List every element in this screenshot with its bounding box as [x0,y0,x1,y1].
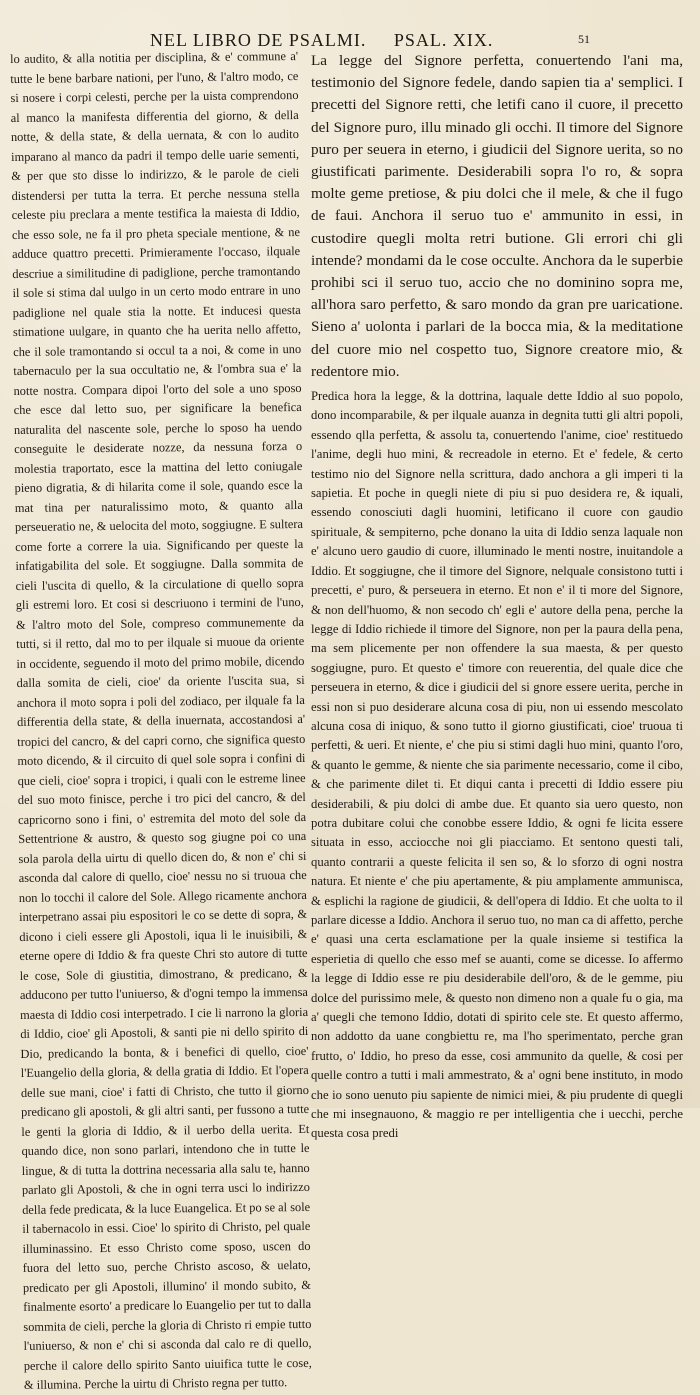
left-commentary-text: lo audito, & alla notitia per disciplina, & e' commune a' tutte le bene barbare nationi, per l'uno, & l'altro modo, ce si nosere i corpi celesti, perche per la uista comprendono al manco la manifesta differentia del giorno, & della notte, & della state, & della uernata, & con lo audito imparano al manco da padri il tempo delle uarie sementi, & per que sto disse lo indirizzo, & le parole de cieli distendersi per tutta la terra. Et perche nessuna stella celeste piu preclara a mente testifica la maiesta di Iddio, che esso sole, ne fa il pro pheta speciale mentione, & ne adduce quattro precetti. Primieramente l'occaso, ilquale descriue a similitudine di padiglione, perche tramontando il sole si stima dal uulgo in un certo modo entrare in uno padiglione nel quale stia la notte. Et inducesi questa stimatione uulgare, in quanto che ha uerita nello affetto, che il sole tramontando si occul ta a noi, & come in uno tabernaculo per la sua occultatio ne, & l'ombra sua e' la notte nostra. Compara dipoi l'orto del sole a uno sposo che esce dal letto suo, per significare la benefica naturalita del nascente sole, perche lo sposo ha uendo conseguite le desiderate nozze, da nessuna forza o molestia traportato, esce la mattina del letto coniugale pieno digratia, & di hilarita come il sole, quando esce la mat tina per naturalissimo moto, & quanto alla perseueratio ne, & uelocita del moto, soggiugne. E sultera come forte a correre la uia. Significando per queste la infatigabilita del sole. Et soggiugne. Dalla sommita de cieli l'uscita di quello, & la circulatione di quello sopra gli estremi loro. Et cosi si descriuono i termini de l'uno, & l'altro moto del Sole, compreso communemente da tutti, si il retto, dal mo to per ilquale si muoue da oriente in occidente, seguendo il moto del primo mobile, dicendo dalla somita de cieli, cioe' da oriente l'uscita sua, si anchora il moto sopra i poli del zodiaco, per ilquale fa la differentia della state, & della inuernata, accostandosi a' tropici del cancro, & del capri corno, che significa questo moto dicendo, & il circuito di quel sole sopra i confini di que cieli, cioe' sopra i tropici, i quali con le estreme linee del suo moto finisce, perche i tro pici del cancro, & del capricorno sono i fini, o' estremita del moto del sole da Settentrione & austro, & questo sog giugne poi co una sola parola della uirtu di quello dicen do, & non e' chi si asconda dal calore di quello, cioe' nessu no si truoua che non lo tocchi il calore del Sole. Allego ricamente anchora interpetrano assai piu espositori le co se dette di sopra, & dicono i cieli essere gli Apostoli, iqua li le inuisibili, & eterne opere di Iddio & fra queste Chri sto autore di tutte le cose, Sole di giustitia, dimostrano, & predicano, & adducono per tutto l'uniuerso, & d'ogni tempo la immensa maesta di Iddio cosi interpetrado. I cie li narrono la gloria di Iddio, cioe' gli Apostoli, & santi pie ni dello spirito di Dio, predicando la bonta, & i benefici di quello, cioe' l'Euangelio della gloria, & della gratia di Iddio. Et l'opera delle sue mani, cioe' i fatti di Christo, che tutto il giorno predicano gli apostoli, & gli altri santi, per fussono a tutte le genti la gloria di Iddio, & il uerbo della uerita. Et quando dice, non sono parlari, intendono che in tutte le lingue, & di tutta la dottrina necessaria alla salu te, hanno parlato gli Apostoli, & che in ogni terra usci lo indirizzo della fede predicata, & la luce Euangelica. Et po se al sole il tabernacolo in essi. Cioe' lo spirito di Christo, pel quale illuminassino. Et esso Christo come sposo, uscen do fuora del letto suo, perche Christo ascoso, & uelato, predicato per gli Apostoli, illumino' il mondo subito, & finalmente esorto' a predicare lo Euangelio per tut to dalla sommita de cieli, perche la gloria di Christo ri empie tutto l'uniuerso, & non e' chi si asconda dal calo re di quello, perche il calore dello spirito Santo uiuifica tutte le cose, & illumina. Perche la uirtu di Christo regna per tutto. [10,48,312,1392]
psalm-verse-text: La legge del Signore perfetta, conuertendo l'ani ma, testimonio del Signore fedele, dando sapien tia a' semplici. I precetti del Signore retti, che letifi cano il cuore, il precetto del Signore puro, illu minado gli occhi. Il timore del Signore puro per seuera in eterno, i giudicii del Signore uerita, so no giustificati parimente. Desiderabili sopra l'o ro, & sopra molte geme pretiose, & piu dolci che il mele, & che il fugo de faui. Anchora il seruo tuo e' ammunito in essi, in custodire quegli molta retri butione. Gli errori chi gli intende? mondami da le cose occulte. Anchora da le superbie prohibi sci il seruo tuo, accio che no dominino sopra me, all'hora saro perfetto, & saro mondo da gran pre uaricatione. Sieno a' uolonta i parlari de la bocca mia, & la meditatione del cuore mio nel cospetto tuo, Signore creatore mio, & redentore mio. [311,52,683,380]
text-column-right [311,50,683,1141]
book-title: NEL LIBRO DE PSALMI. [150,30,367,50]
psalm-reference: PSAL. XIX. [393,30,494,50]
right-commentary-text: Predica hora la legge, & la dottrina, laquale dette Iddio al suo popolo, dono incomparabile, & per ilquale auanza in degnita tutti gli altri popoli, essendo qlla perfetta, & assolu ta, conuertendo l'anime, cioe' restituedo l'anime, degli huo mini, & recreadole in eterno. Et e' fedele, & certo testimo nio del Signore nella scrittura, dado anchora a gli imperi ti la sapietia. Et poche in quegli niete di piu si puo desidera re, & iquali, essendo conosciuti dagli huomini, letificano il cuore con gaudio spirituale, & sempiterno, pche donano la uita di Iddio senza laquale non e' alcuno uero gaudio di cuore, illuminado le menti nostre, inuitandole a Iddio. Et soggiugne, che il timore del Signore, nelquale consistono tutti i precetti, e' puro, & perseuera in eterno. Et non e' il ti more del Signore, & non dell'huomo, & non secodo ch' egli e' autore della pena, perche la legge di Iddio richiede il timore del Signore, non per la paura della pena, ma sem plicemente per non offendere la sua maesta, & per questo soggiugne, puro. Et questo e' timore con reuerentia, del quale dice che perseuera in eterno, & dice i giudicii del si gnore essere uerita, perche in essi non si puo desiderare alcuna cosa di piu, non ui essendo mescolato alcuna cosa di iniquo, & sono tutto il giorno giustificati, cioe' truoua ti perfetti, & ueri. Et niente, e' che piu si stimi dagli huo mini, quanto l'oro, & quanto le gemme, & niente che sia parimente necessario, come il cibo, & che parimente dilet ti. Et diqui canta i precetti di Iddio essere piu desiderabili, & piu dolci di ambe due. Et quanto sia uero questo, non potra dubitare colui che conobbe essere Iddio, & ogni fe licita essere situata in esso, acciocche noi gli piacciamo. Et sentono questi tali, quanto contrarii a queste felicita il sen so, & lo sforzo di ogni nostra natura. Et niente e' che piu apertamente, & piu amplamente ammunisca, & esplichi la ragione de giudicii, & dell'opera di Iddio. Et che uolta to il parlare dicesse a Iddio. Anchora il seruo tuo, no man ca di affetto, perche e' quasi una certa esclamatione per la quale insieme si testifica la esperietia di quello che esso mef se auanti, come se dicesse. Io affermo la legge di Iddio esse re piu desiderabile dell'oro, & de le gemme, piu dolce del purissimo mele, & questo non dimeno non a quale fu o gia, ma a' quegli che temono Iddio, dotati di spirito cele ste. Et questo affermo, non addotto da uane congbiettu re, ma l'ho sperimentato, perche gran frutto, o' Iddio, ho preso da esse, cosi ammunito da quelle, & cosi per quelle contro a tutti i mali ammestrato, & a' ogni bene instituto, in modo che io sono uenuto piu sapiente de nimici miei, & piu prudente di quegli che mi insegnauono, & maggio re per intelligentia che i uecchi, perche questa cosa predi [311,389,683,1141]
page-number: 51 [578,32,590,46]
commentary-column-left [10,47,312,1392]
